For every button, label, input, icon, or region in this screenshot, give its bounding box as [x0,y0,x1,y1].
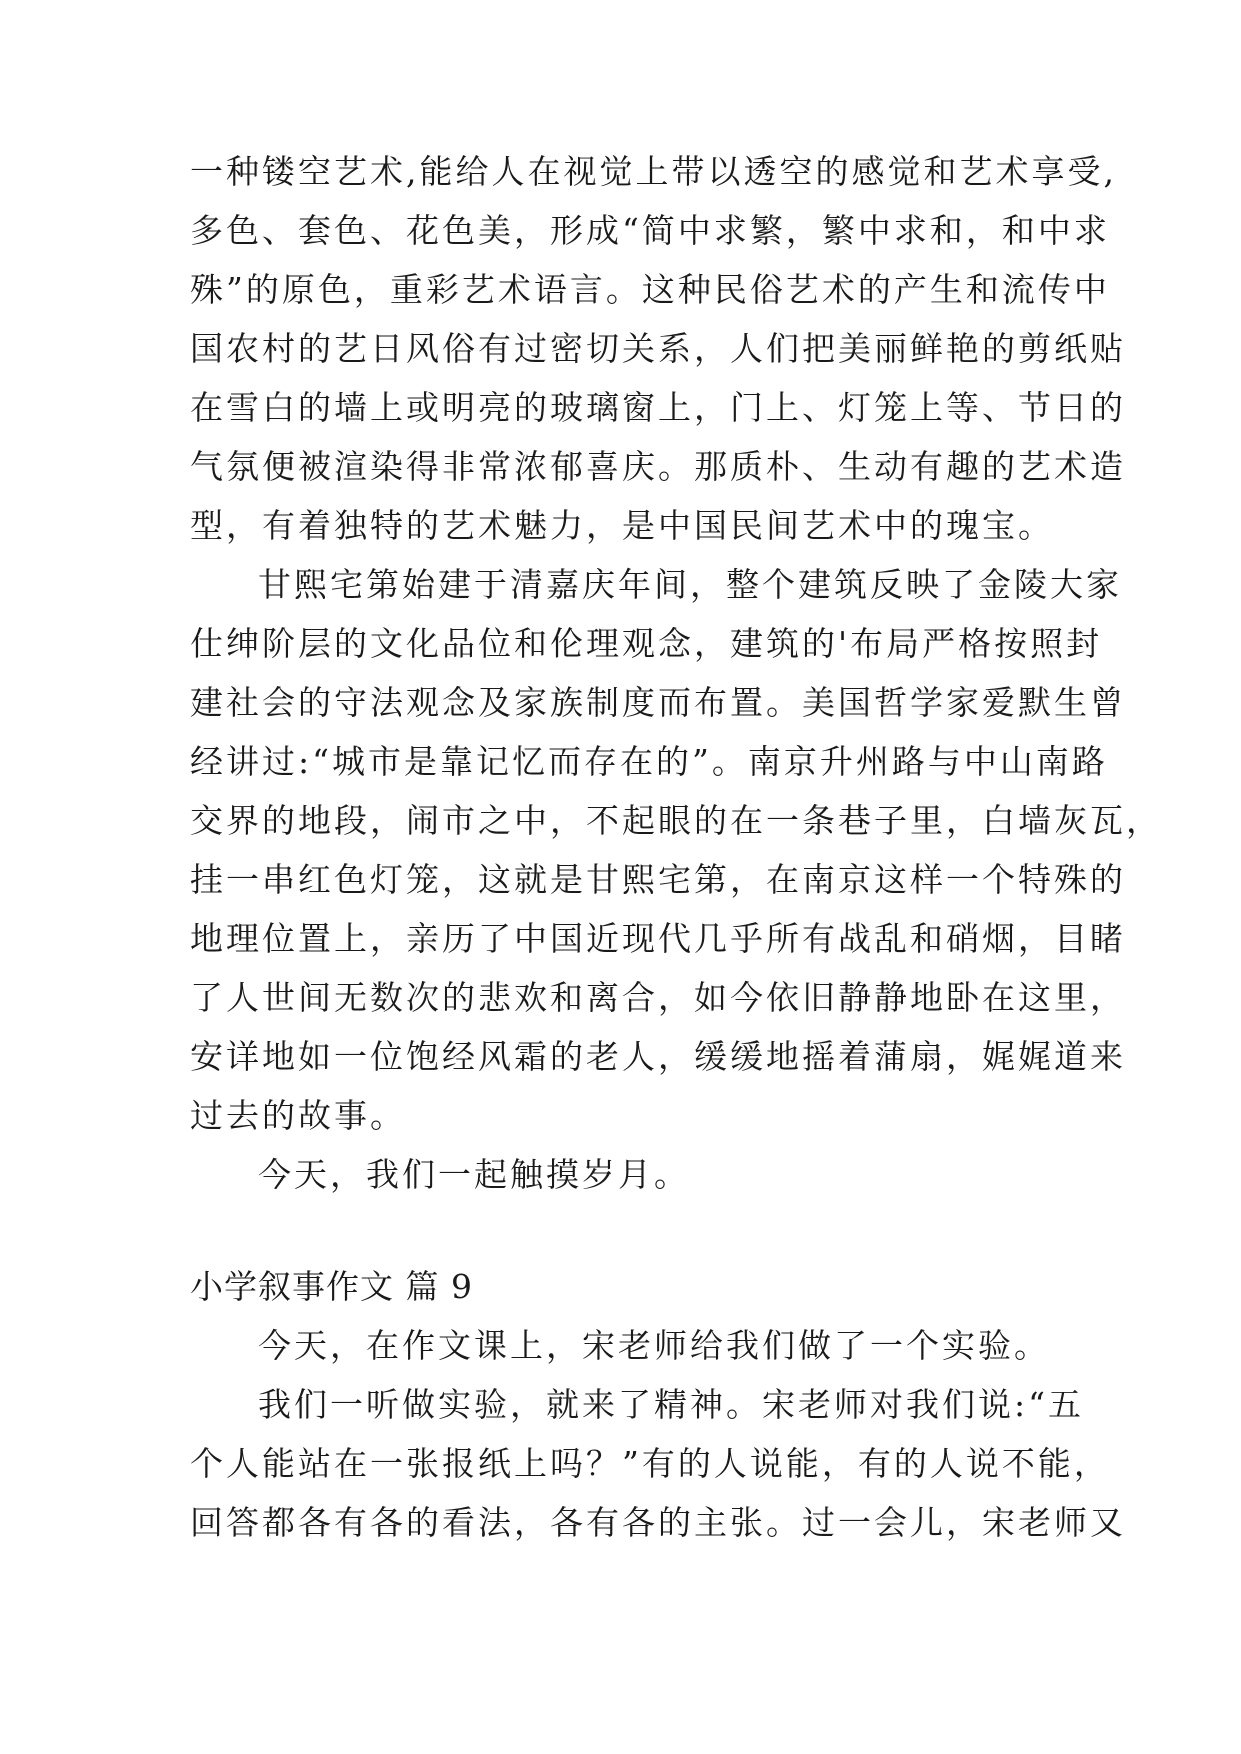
text-line: 仕绅阶层的文化品位和伦理观念，建筑的'布局严格按照封 [190,624,1103,663]
text-line: 气氛便被渲染得非常浓郁喜庆。那质朴、生动有趣的艺术造 [190,447,1126,486]
text-line: 型，有着独特的艺术魅力，是中国民间艺术中的瑰宝。 [190,506,1054,545]
paragraph-first-line: 我们一听做实验，就来了精神。宋老师对我们说:“五 [258,1385,1084,1424]
text-line: 安详地如一位饱经风霜的老人，缓缓地摇着蒲扇，娓娓道来 [190,1037,1126,1076]
text-line: 在雪白的墙上或明亮的玻璃窗上，门上、灯笼上等、节日的 [190,388,1126,427]
text-line: 建社会的守法观念及家族制度而布置。美国哲学家爱默生曾 [190,683,1126,722]
text-line: 个人能站在一张报纸上吗？”有的人说能，有的人说不能， [190,1444,1110,1483]
paragraph-first-line: 今天，在作文课上，宋老师给我们做了一个实验。 [258,1326,1050,1365]
text-line: 地理位置上，亲历了中国近现代几乎所有战乱和硝烟，目睹 [190,919,1126,958]
text-line: 国农村的艺日风俗有过密切关系，人们把美丽鲜艳的剪纸贴 [190,329,1126,368]
text-line: 回答都各有各的看法，各有各的主张。过一会儿，宋老师又 [190,1503,1126,1542]
paragraph-first-line: 今天，我们一起触摸岁月。 [258,1155,690,1194]
paragraph-first-line: 甘熙宅第始建于清嘉庆年间，整个建筑反映了金陵大家 [258,565,1122,604]
section-heading: 小学叙事作文 篇 9 [190,1267,473,1306]
text-line: 挂一串红色灯笼，这就是甘熙宅第，在南京这样一个特殊的 [190,860,1126,899]
text-line: 殊”的原色，重彩艺术语言。这种民俗艺术的产生和流传中 [190,270,1110,309]
text-line: 交界的地段，闹市之中，不起眼的在一条巷子里，白墙灰瓦， [190,801,1162,840]
text-line: 经讲过:“城市是靠记忆而存在的”。南京升州路与中山南路 [190,742,1108,781]
text-line: 过去的故事。 [190,1096,406,1135]
text-line: 了人世间无数次的悲欢和离合，如今依旧静静地卧在这里， [190,978,1126,1017]
text-line: 多色、套色、花色美，形成“简中求繁，繁中求和，和中求 [190,211,1110,250]
text-line: 一种镂空艺术,能给人在视觉上带以透空的感觉和艺术享受, [190,152,1117,191]
